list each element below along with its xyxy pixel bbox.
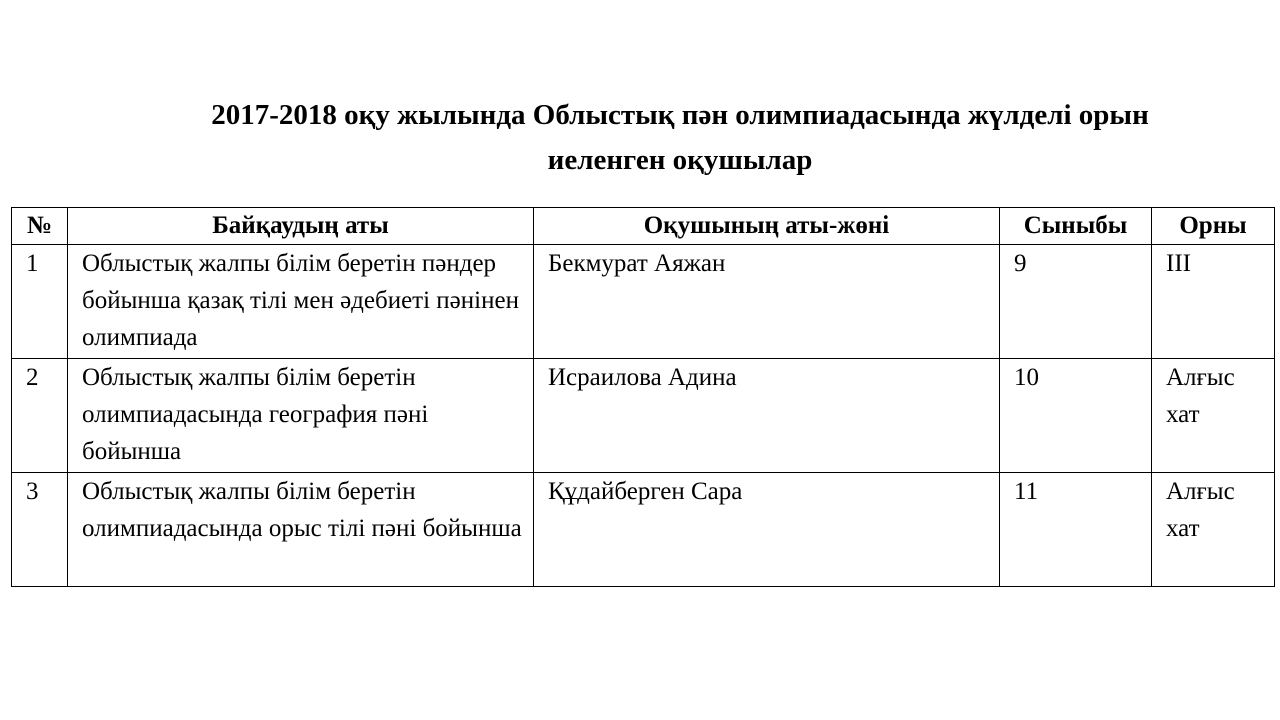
cell-student: Исраилова Адина: [534, 359, 1000, 473]
header-num: №: [12, 208, 68, 245]
title-line-1: 2017-2018 оқу жылында Облыстық пән олимпиадасында жүлделі орын: [211, 99, 1149, 131]
cell-place: III: [1152, 245, 1275, 359]
cell-num: 3: [12, 473, 68, 587]
header-grade: Сыныбы: [1000, 208, 1152, 245]
header-student: Оқушының аты-жөні: [534, 208, 1000, 245]
cell-contest: Облыстық жалпы білім беретін олимпиадасында орыс тілі пәні бойынша: [68, 473, 534, 587]
cell-grade: 10: [1000, 359, 1152, 473]
page-title: [100, 93, 1260, 183]
cell-place: Алғыс хат: [1152, 359, 1275, 473]
cell-num: 1: [12, 245, 68, 359]
table-row: [12, 359, 1275, 473]
cell-contest: Облыстық жалпы білім беретін пәндер бойынша қазақ тілі мен әдебиеті пәнінен олимпиада: [68, 245, 534, 359]
cell-student: Бекмурат Аяжан: [534, 245, 1000, 359]
cell-grade: 11: [1000, 473, 1152, 587]
header-place: Орны: [1152, 208, 1275, 245]
cell-place: Алғыс хат: [1152, 473, 1275, 587]
title-line-2: иеленген оқушылар: [547, 144, 813, 176]
table-row: [12, 245, 1275, 359]
awards-table: [11, 207, 1275, 587]
header-contest: Байқаудың аты: [68, 208, 534, 245]
table-header-row: [12, 208, 1275, 245]
cell-student: Құдайберген Сара: [534, 473, 1000, 587]
cell-grade: 9: [1000, 245, 1152, 359]
cell-contest: Облыстық жалпы білім беретін олимпиадасында география пәні бойынша: [68, 359, 534, 473]
table-row: [12, 473, 1275, 587]
cell-num: 2: [12, 359, 68, 473]
